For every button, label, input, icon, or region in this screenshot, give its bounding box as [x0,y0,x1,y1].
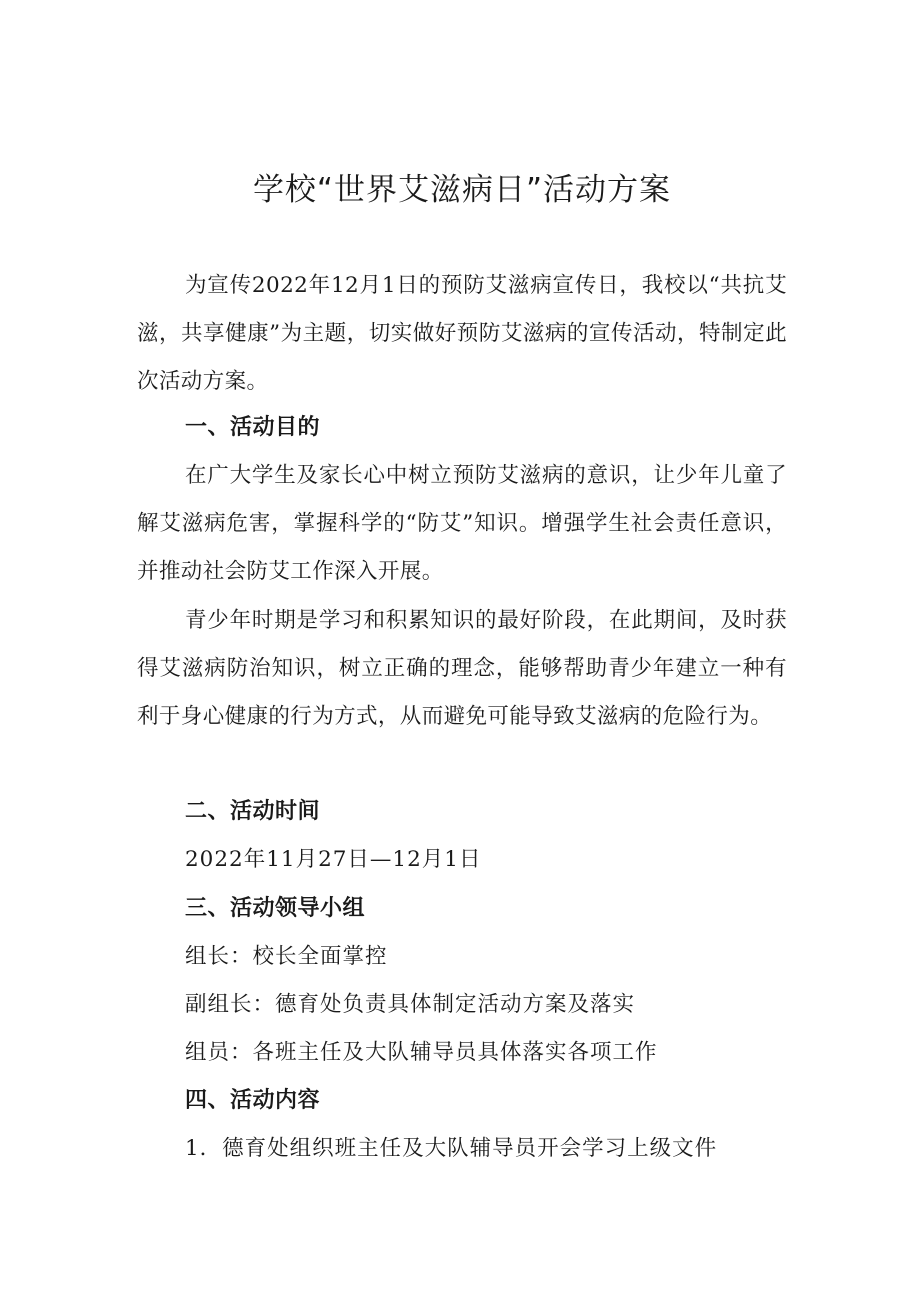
members-line: 组员：各班主任及大队辅导员具体落实各项工作 [185,1040,658,1065]
section-heading-content: 四、活动内容 [185,1088,321,1113]
purpose-paragraph-1: 在广大学生及家长心中树立预防艾滋病的意识，让少年儿童了解艾滋病危害，掌握科学的“防艾”知识。增强学生社会责任意识，并推动社会防艾工作深入开展。 [137,463,787,584]
document-title: 学校“世界艾滋病日”活动方案 [252,172,672,208]
content-item-1: 1．德育处组织班主任及大队辅导员开会学习上级文件 [185,1136,718,1161]
section-heading-purpose: 一、活动目的 [185,415,321,440]
intro-paragraph: 为宣传2022年12月1日的预防艾滋病宣传日，我校以“共抗艾滋，共享健康”为主题，切实做好预防艾滋病的宣传活动，特制定此次活动方案。 [137,273,787,394]
section-heading-leadership: 三、活动领导小组 [185,896,366,921]
leader-line: 组长：校长全面掌控 [185,944,388,969]
purpose-paragraph-2: 青少年时期是学习和积累知识的最好阶段，在此期间，及时获得艾滋病防治知识，树立正确的理念，能够帮助青少年建立一种有利于身心健康的行为方式，从而避免可能导致艾滋病的危险行为。 [137,608,787,729]
activity-time-text: 2022年11月27日—12月1日 [185,847,482,872]
deputy-leader-line: 副组长：德育处负责具体制定活动方案及落实 [185,992,636,1017]
section-heading-time: 二、活动时间 [185,799,321,824]
